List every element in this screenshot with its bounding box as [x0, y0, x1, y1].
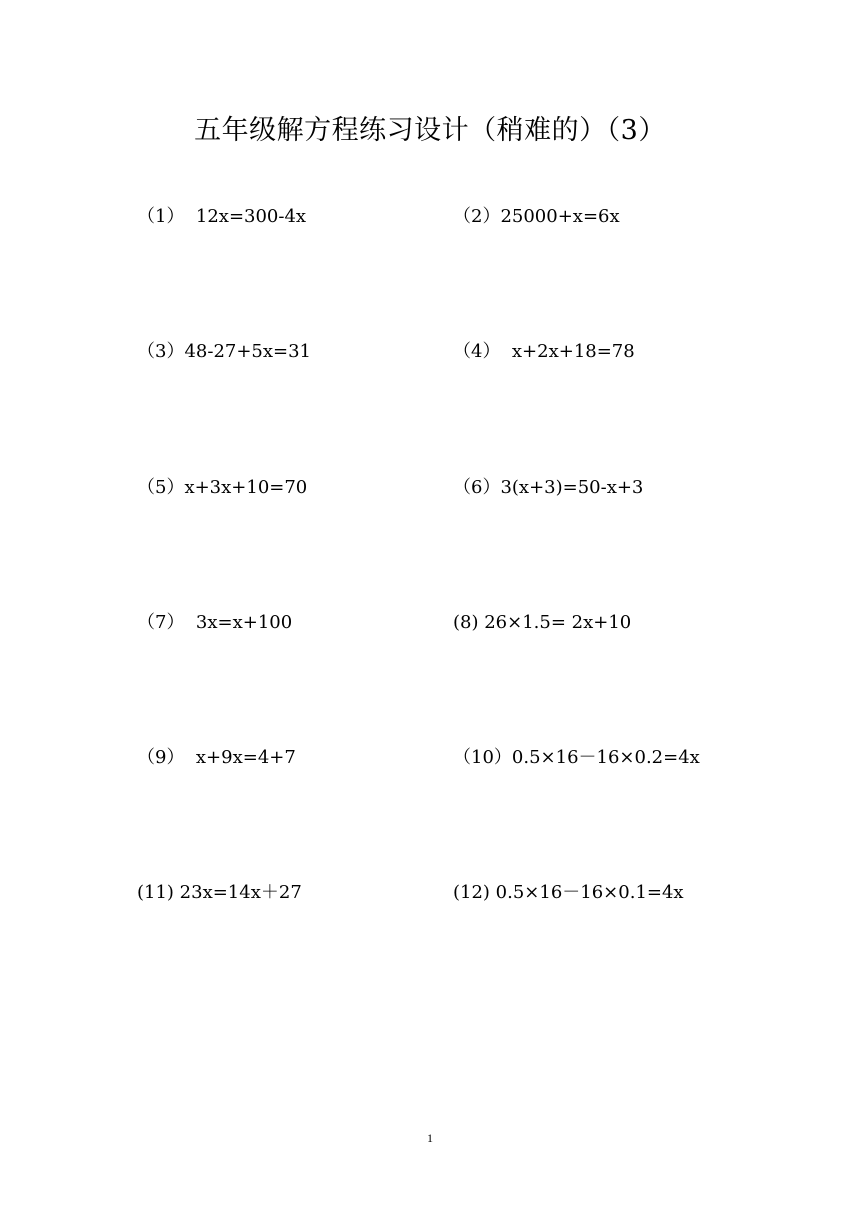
- page-title: 五年级解方程练习设计（稍难的）（3）: [194, 115, 666, 146]
- problem-5: （5）x+3x+10=70: [137, 477, 308, 498]
- problem-12: (12) 0.5×16－16×0.1=4x: [453, 882, 684, 903]
- problem-10: （10）0.5×16－16×0.2=4x: [453, 747, 700, 768]
- problem-11: (11) 23x=14x＋27: [137, 882, 302, 903]
- problem-9: （9） x+9x=4+7: [137, 747, 296, 768]
- problem-1: （1） 12x=300-4x: [137, 206, 307, 227]
- problem-8: (8) 26×1.5= 2x+10: [453, 612, 632, 633]
- problem-3: （3）48-27+5x=31: [137, 341, 312, 362]
- problem-6: （6）3(x+3)=50-x+3: [453, 477, 644, 498]
- problem-2: （2）25000+x=6x: [453, 206, 620, 227]
- problem-4: （4） x+2x+18=78: [453, 341, 635, 362]
- problem-7: （7） 3x=x+100: [137, 612, 293, 633]
- page-number: 1: [427, 1131, 433, 1145]
